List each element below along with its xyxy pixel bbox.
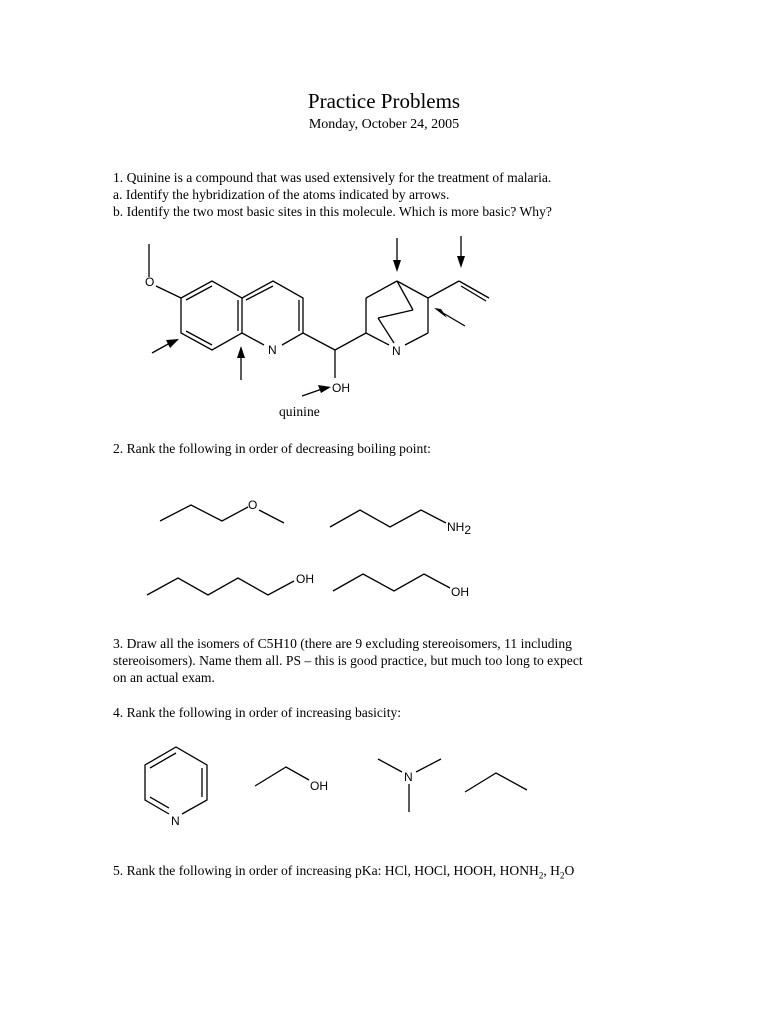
- quinine-caption: quinine: [279, 404, 320, 419]
- problem-5-statement: 5. Rank the following in order of increasing pKa: HCl, HOCl, HOOH, $HONH_2$, $H_2O$: [113, 863, 575, 881]
- problem-1b: b. Identify the two most basic sites in this molecule. Which is more basic? Why?: [113, 204, 552, 219]
- quinine-o-label: O: [145, 275, 155, 289]
- hexanol-oh-label: OH: [296, 572, 314, 586]
- page-title: Practice Problems: [307, 89, 461, 113]
- quinoline-n-label: N: [268, 343, 277, 357]
- pyridine-double-bond-3: [150, 797, 169, 808]
- amine-methyl-bond-2: [416, 759, 441, 772]
- pyridine-n-label: N: [171, 814, 180, 828]
- problem-3-line-3: on an actual exam.: [113, 670, 215, 685]
- problem-4-statement: 4. Rank the following in order of increasing basicity:: [113, 705, 402, 720]
- problem-3-line-1: 3. Draw all the isomers of C5H10 (there are 9 excluding stereoisomers, 11 including: [113, 636, 572, 651]
- problem-1a: a. Identify the hybridization of the atoms indicated by arrows.: [113, 187, 450, 202]
- ethane-chain: [465, 773, 527, 792]
- ethanol-chain: [255, 767, 309, 786]
- ethanol-oh-label: OH: [310, 779, 328, 793]
- ether-o-label: O: [248, 498, 258, 512]
- page-date: Monday, October 24, 2005: [308, 117, 460, 132]
- pyridine-ring: [145, 747, 207, 814]
- quinine-oh-label: OH: [332, 381, 350, 395]
- amine-nh-label: NH2: [447, 520, 472, 537]
- amine-methyl-bond-1: [378, 759, 402, 772]
- problem-1-statement: 1. Quinine is a compound that was used extensively for the treatment of malaria.: [113, 170, 552, 185]
- quinuclidine-n-label: N: [392, 344, 401, 358]
- problem-2-statement: 2. Rank the following in order of decreasing boiling point:: [113, 441, 431, 456]
- butanol-oh-label: OH: [451, 585, 469, 599]
- problem-3-line-2: stereoisomers). Name them all. PS – this is good practice, but much too long to expect: [113, 653, 583, 668]
- amine-n-label: N: [404, 770, 413, 784]
